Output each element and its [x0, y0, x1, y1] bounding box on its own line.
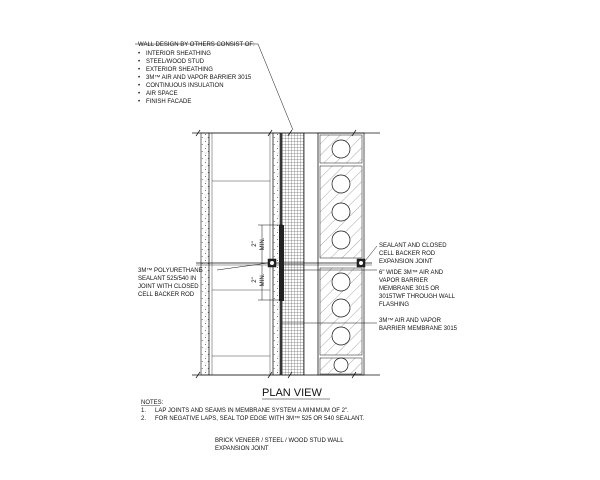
callout-line: SEALANT AND CLOSED: [379, 243, 447, 249]
leader-polyurethane: [217, 263, 268, 270]
list-item: FINISH FACADE: [146, 99, 192, 105]
notes-heading: NOTES:: [141, 400, 164, 406]
dim-label-lower-unit: MIN.: [260, 273, 266, 287]
list-item: AIR SPACE: [146, 91, 178, 97]
callout-line: FLASHING: [379, 302, 410, 308]
callout-sealant-backer-rod: [379, 243, 447, 265]
brick-core: [332, 175, 350, 193]
dim-label-lower-value: 2": [252, 277, 258, 283]
callout-line: VAPOR BARRIER: [379, 278, 428, 284]
drawing-caption: [215, 438, 344, 452]
view-title: PLAN VIEW: [262, 387, 322, 399]
membrane-strip: [279, 225, 284, 301]
brick-core: [332, 299, 350, 317]
brick-core: [332, 140, 350, 158]
callout-line: BARRIER MEMBRANE 3015: [379, 326, 458, 332]
caption-line: BRICK VENEER / STEEL / WOOD STUD WALL: [215, 438, 344, 444]
continuous-insulation: [282, 133, 304, 375]
brick-core: [332, 273, 350, 291]
list-bullet: •: [138, 91, 141, 97]
list-item: STEEL/WOOD STUD: [146, 59, 205, 65]
note-text: FOR NEGATIVE LAPS, SEAL TOP EDGE WITH 3M™ 525 OR 540 SEALANT.: [155, 416, 365, 422]
list-bullet: •: [138, 75, 141, 81]
brick-core: [332, 327, 350, 345]
callout-line: 3015TWF THROUGH WALL: [379, 294, 456, 300]
callout-line: SEALANT 525/540 IN: [138, 276, 197, 282]
callout-polyurethane-sealant: [138, 267, 203, 298]
list-bullet: •: [138, 67, 141, 73]
brick-core: [332, 203, 350, 221]
callout-line: 3M™ POLYURETHANE: [138, 268, 203, 274]
caption-line: EXPANSION JOINT: [215, 446, 269, 452]
callout-wall-design: [138, 42, 255, 105]
exterior-sheathing: [273, 133, 280, 375]
callout-membrane-3015: [379, 317, 458, 332]
callout-line: CELL BACKER ROD: [379, 251, 436, 257]
brick-veneer: [318, 133, 364, 375]
list-item: EXTERIOR SHEATHING: [146, 67, 213, 73]
air-space: [304, 133, 318, 375]
callout-line: CELL BACKER ROD: [138, 292, 195, 298]
list-item: 3M™ AIR AND VAPOR BARRIER 3015: [146, 75, 252, 81]
list-bullet: •: [138, 51, 141, 57]
list-bullet: •: [138, 83, 141, 89]
list-bullet: •: [138, 59, 141, 65]
callout-wall-design-heading: WALL DESIGN BY OTHERS CONSIST OF:: [138, 42, 255, 48]
callout-line: EXPANSION JOINT: [379, 259, 433, 265]
callout-line: JOINT WITH CLOSED: [138, 284, 199, 290]
brick-core: [334, 358, 348, 372]
callout-line: 6" WIDE 3M™ AIR AND: [379, 270, 444, 276]
callout-6in-membrane: [379, 269, 456, 308]
stud-cavity: [209, 133, 273, 375]
list-item: CONTINUOUS INSULATION: [146, 83, 224, 89]
leader-sealant-closed: [365, 246, 377, 261]
list-bullet: •: [138, 99, 141, 105]
callout-wall-design-list: [138, 51, 252, 105]
interior-sheathing: [201, 133, 209, 375]
note-number: 1.: [141, 408, 147, 414]
backer-rod-interior: [270, 261, 274, 265]
brick-core: [332, 231, 350, 249]
dim-label-upper-value: 2": [252, 241, 258, 247]
dim-label-upper-unit: MIN.: [260, 237, 266, 251]
callout-line: 3M™ AIR AND VAPOR: [379, 318, 441, 324]
backer-rod-exterior: [359, 261, 363, 265]
list-item: INTERIOR SHEATHING: [146, 51, 211, 57]
note-number: 2.: [141, 416, 147, 422]
wall-section: [192, 130, 380, 378]
callout-line: MEMBRANE 3015 OR: [379, 286, 440, 292]
notes-block: [141, 400, 364, 422]
note-text: LAP JOINTS AND SEAMS IN MEMBRANE SYSTEM A MINIMUM OF 2".: [155, 408, 349, 414]
